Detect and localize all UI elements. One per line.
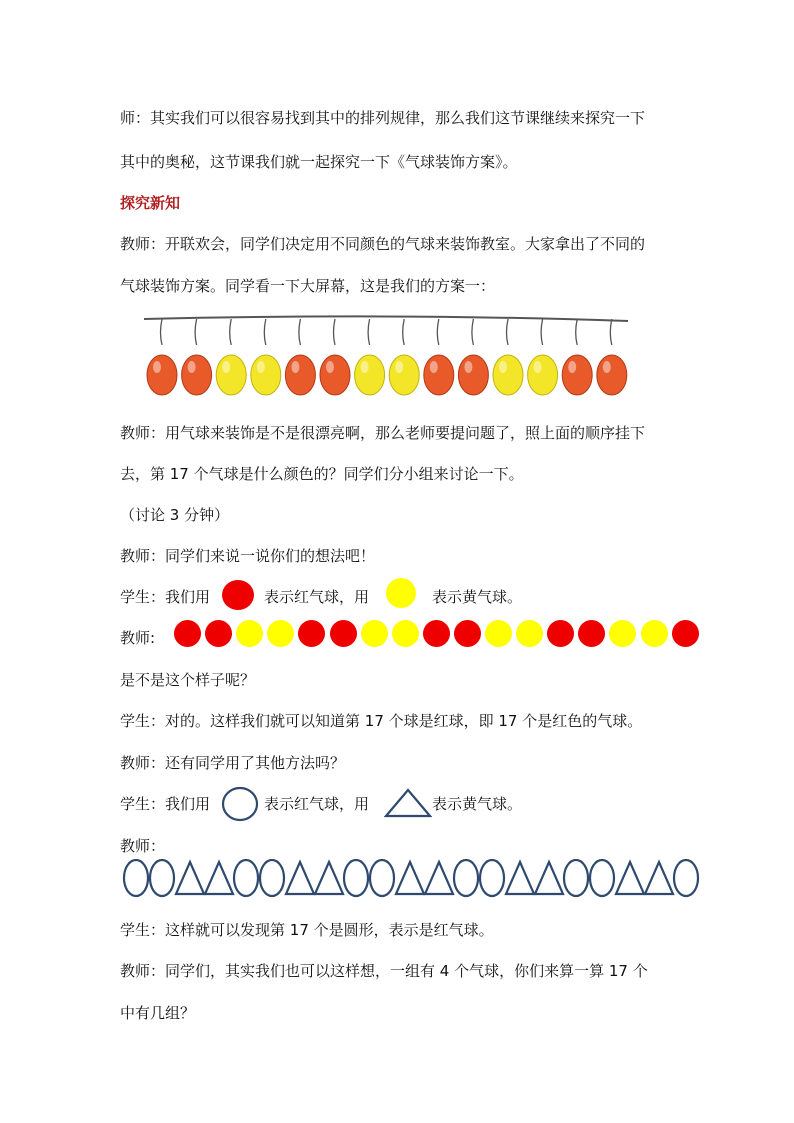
circle-shape <box>674 860 698 896</box>
balloon-highlight <box>257 361 265 373</box>
triangle-shape <box>535 862 563 894</box>
circle-shape <box>480 860 504 896</box>
triangle-shape <box>176 862 204 894</box>
red-circle-legend-icon <box>222 580 254 610</box>
teacher-prompt: 教师：同学们来说一说你们的想法吧！ <box>120 547 376 565</box>
student-line-1-b: 表示红气球，用 <box>264 588 370 606</box>
teacher-group-line-1: 教师：同学们，其实我们也可以这样想，一组有 4 个气球，你们来算一算 17 个 <box>120 962 648 980</box>
teacher-group-line-2: 中有几组？ <box>120 1004 196 1022</box>
question-line: 是不是这个样子呢？ <box>120 671 256 689</box>
yellow-dot <box>609 620 636 647</box>
teacher-label-2: 教师： <box>120 837 166 855</box>
red-balloon <box>182 355 212 395</box>
paragraph-3-line-2: 去，第 17 个气球是什么颜色的？同学们分小组来讨论一下。 <box>120 465 524 483</box>
student-line-3-c: 表示黄气球。 <box>432 795 523 813</box>
paragraph-3-line-1: 教师：用气球来装饰是不是很漂亮啊，那么老师要提问题了，照上面的顺序挂下 <box>120 424 646 442</box>
yellow-balloon <box>528 355 558 395</box>
paragraph-2-line-1: 教师：开联欢会，同学们决定用不同颜色的气球来装饰教室。大家拿出了不同的 <box>120 235 646 253</box>
balloon-string <box>264 319 266 345</box>
student-line-1 <box>120 587 210 607</box>
balloon-highlight <box>603 361 611 373</box>
balloon-highlight <box>395 361 403 373</box>
red-dot <box>454 620 481 647</box>
red-balloon <box>320 355 350 395</box>
circle-outline-legend-icon <box>220 786 260 822</box>
student-line-1-c: 表示黄气球。 <box>432 588 523 606</box>
triangle-shape <box>205 862 233 894</box>
balloon-highlight <box>464 361 472 373</box>
yellow-circle-legend-icon <box>386 578 416 608</box>
red-dot <box>205 620 232 647</box>
red-balloon <box>424 355 454 395</box>
red-dot <box>423 620 450 647</box>
balloon-string <box>541 319 543 345</box>
student-line-2: 学生：对的。这样我们就可以知道第 17 个球是红球，即 17 个是红色的气球。 <box>120 712 643 730</box>
balloon-highlight <box>361 361 369 373</box>
student-line-3-b: 表示红气球，用 <box>264 795 370 813</box>
circle-shape <box>234 860 258 896</box>
balloon-string <box>472 319 474 345</box>
red-balloon <box>147 355 177 395</box>
triangle-shape <box>286 862 314 894</box>
discussion-note: （讨论 3 分钟） <box>120 506 230 524</box>
balloon-string <box>299 319 301 345</box>
student-line-1-a: 学生：我们用 <box>120 588 211 606</box>
balloon-highlight <box>291 361 299 373</box>
yellow-dot <box>485 620 512 647</box>
shape-sequence <box>120 856 720 900</box>
balloon-string <box>610 319 612 345</box>
balloon-highlight <box>188 361 196 373</box>
triangle-shape <box>616 862 644 894</box>
balloon-string <box>368 319 370 345</box>
balloon-decoration-picture <box>120 309 680 401</box>
yellow-balloon <box>251 355 281 395</box>
student-line-3-a: 学生：我们用 <box>120 795 211 813</box>
yellow-dot <box>392 620 419 647</box>
red-dot <box>672 620 699 647</box>
yellow-dot <box>516 620 543 647</box>
balloon-string <box>403 319 405 345</box>
teacher-label: 教师: <box>120 629 156 647</box>
red-balloon <box>458 355 488 395</box>
red-dot <box>298 620 325 647</box>
triangle-shape <box>315 862 343 894</box>
teacher-other-method: 教师：还有同学用了其他方法吗？ <box>120 754 346 772</box>
student-line-4: 学生：这样就可以发现第 17 个是圆形，表示是红气球。 <box>120 921 494 939</box>
yellow-balloon <box>493 355 523 395</box>
red-dot <box>174 620 201 647</box>
triangle-outline-legend-icon <box>384 788 432 818</box>
circle-shape <box>260 860 284 896</box>
yellow-balloon <box>355 355 385 395</box>
red-balloon <box>597 355 627 395</box>
paragraph-1-line-2: 其中的奥秘，这节课我们就一起探究一下《气球装饰方案》。 <box>120 153 518 171</box>
circle-shape <box>150 860 174 896</box>
circle-shape <box>124 860 148 896</box>
triangle-shape <box>645 862 673 894</box>
circle-shape <box>590 860 614 896</box>
yellow-dot <box>641 620 668 647</box>
circle-shape <box>344 860 368 896</box>
balloon-highlight <box>499 361 507 373</box>
yellow-balloon <box>216 355 246 395</box>
balloon-string <box>161 319 163 345</box>
red-dot <box>578 620 605 647</box>
triangle-shape <box>425 862 453 894</box>
red-dot <box>547 620 574 647</box>
circle-shape <box>454 860 478 896</box>
balloon-string <box>507 319 509 345</box>
balloon-string <box>334 319 336 345</box>
balloon-string <box>576 319 578 345</box>
yellow-balloon <box>389 355 419 395</box>
paragraph-2-line-2: 气球装饰方案。同学看一下大屏幕，这是我们的方案一： <box>120 277 496 295</box>
yellow-dot <box>236 620 263 647</box>
yellow-dot <box>361 620 388 647</box>
balloon-string <box>230 319 232 345</box>
yellow-dot <box>267 620 294 647</box>
red-dot <box>330 620 357 647</box>
balloon-highlight <box>222 361 230 373</box>
balloon-string <box>437 319 439 345</box>
section-heading: 探究新知 <box>120 194 181 212</box>
circle-shape <box>370 860 394 896</box>
hanging-cord <box>144 316 628 321</box>
red-balloon <box>562 355 592 395</box>
balloon-highlight <box>326 361 334 373</box>
balloon-highlight <box>534 361 542 373</box>
balloon-highlight <box>568 361 576 373</box>
circle-shape <box>564 860 588 896</box>
triangle-shape <box>506 862 534 894</box>
paragraph-1-line-1: 师：其实我们可以很容易找到其中的排列规律，那么我们这节课继续来探究一下 <box>120 109 646 127</box>
triangle-shape <box>396 862 424 894</box>
balloon-highlight <box>430 361 438 373</box>
balloon-string <box>195 319 197 345</box>
balloon-highlight <box>153 361 161 373</box>
red-balloon <box>285 355 315 395</box>
